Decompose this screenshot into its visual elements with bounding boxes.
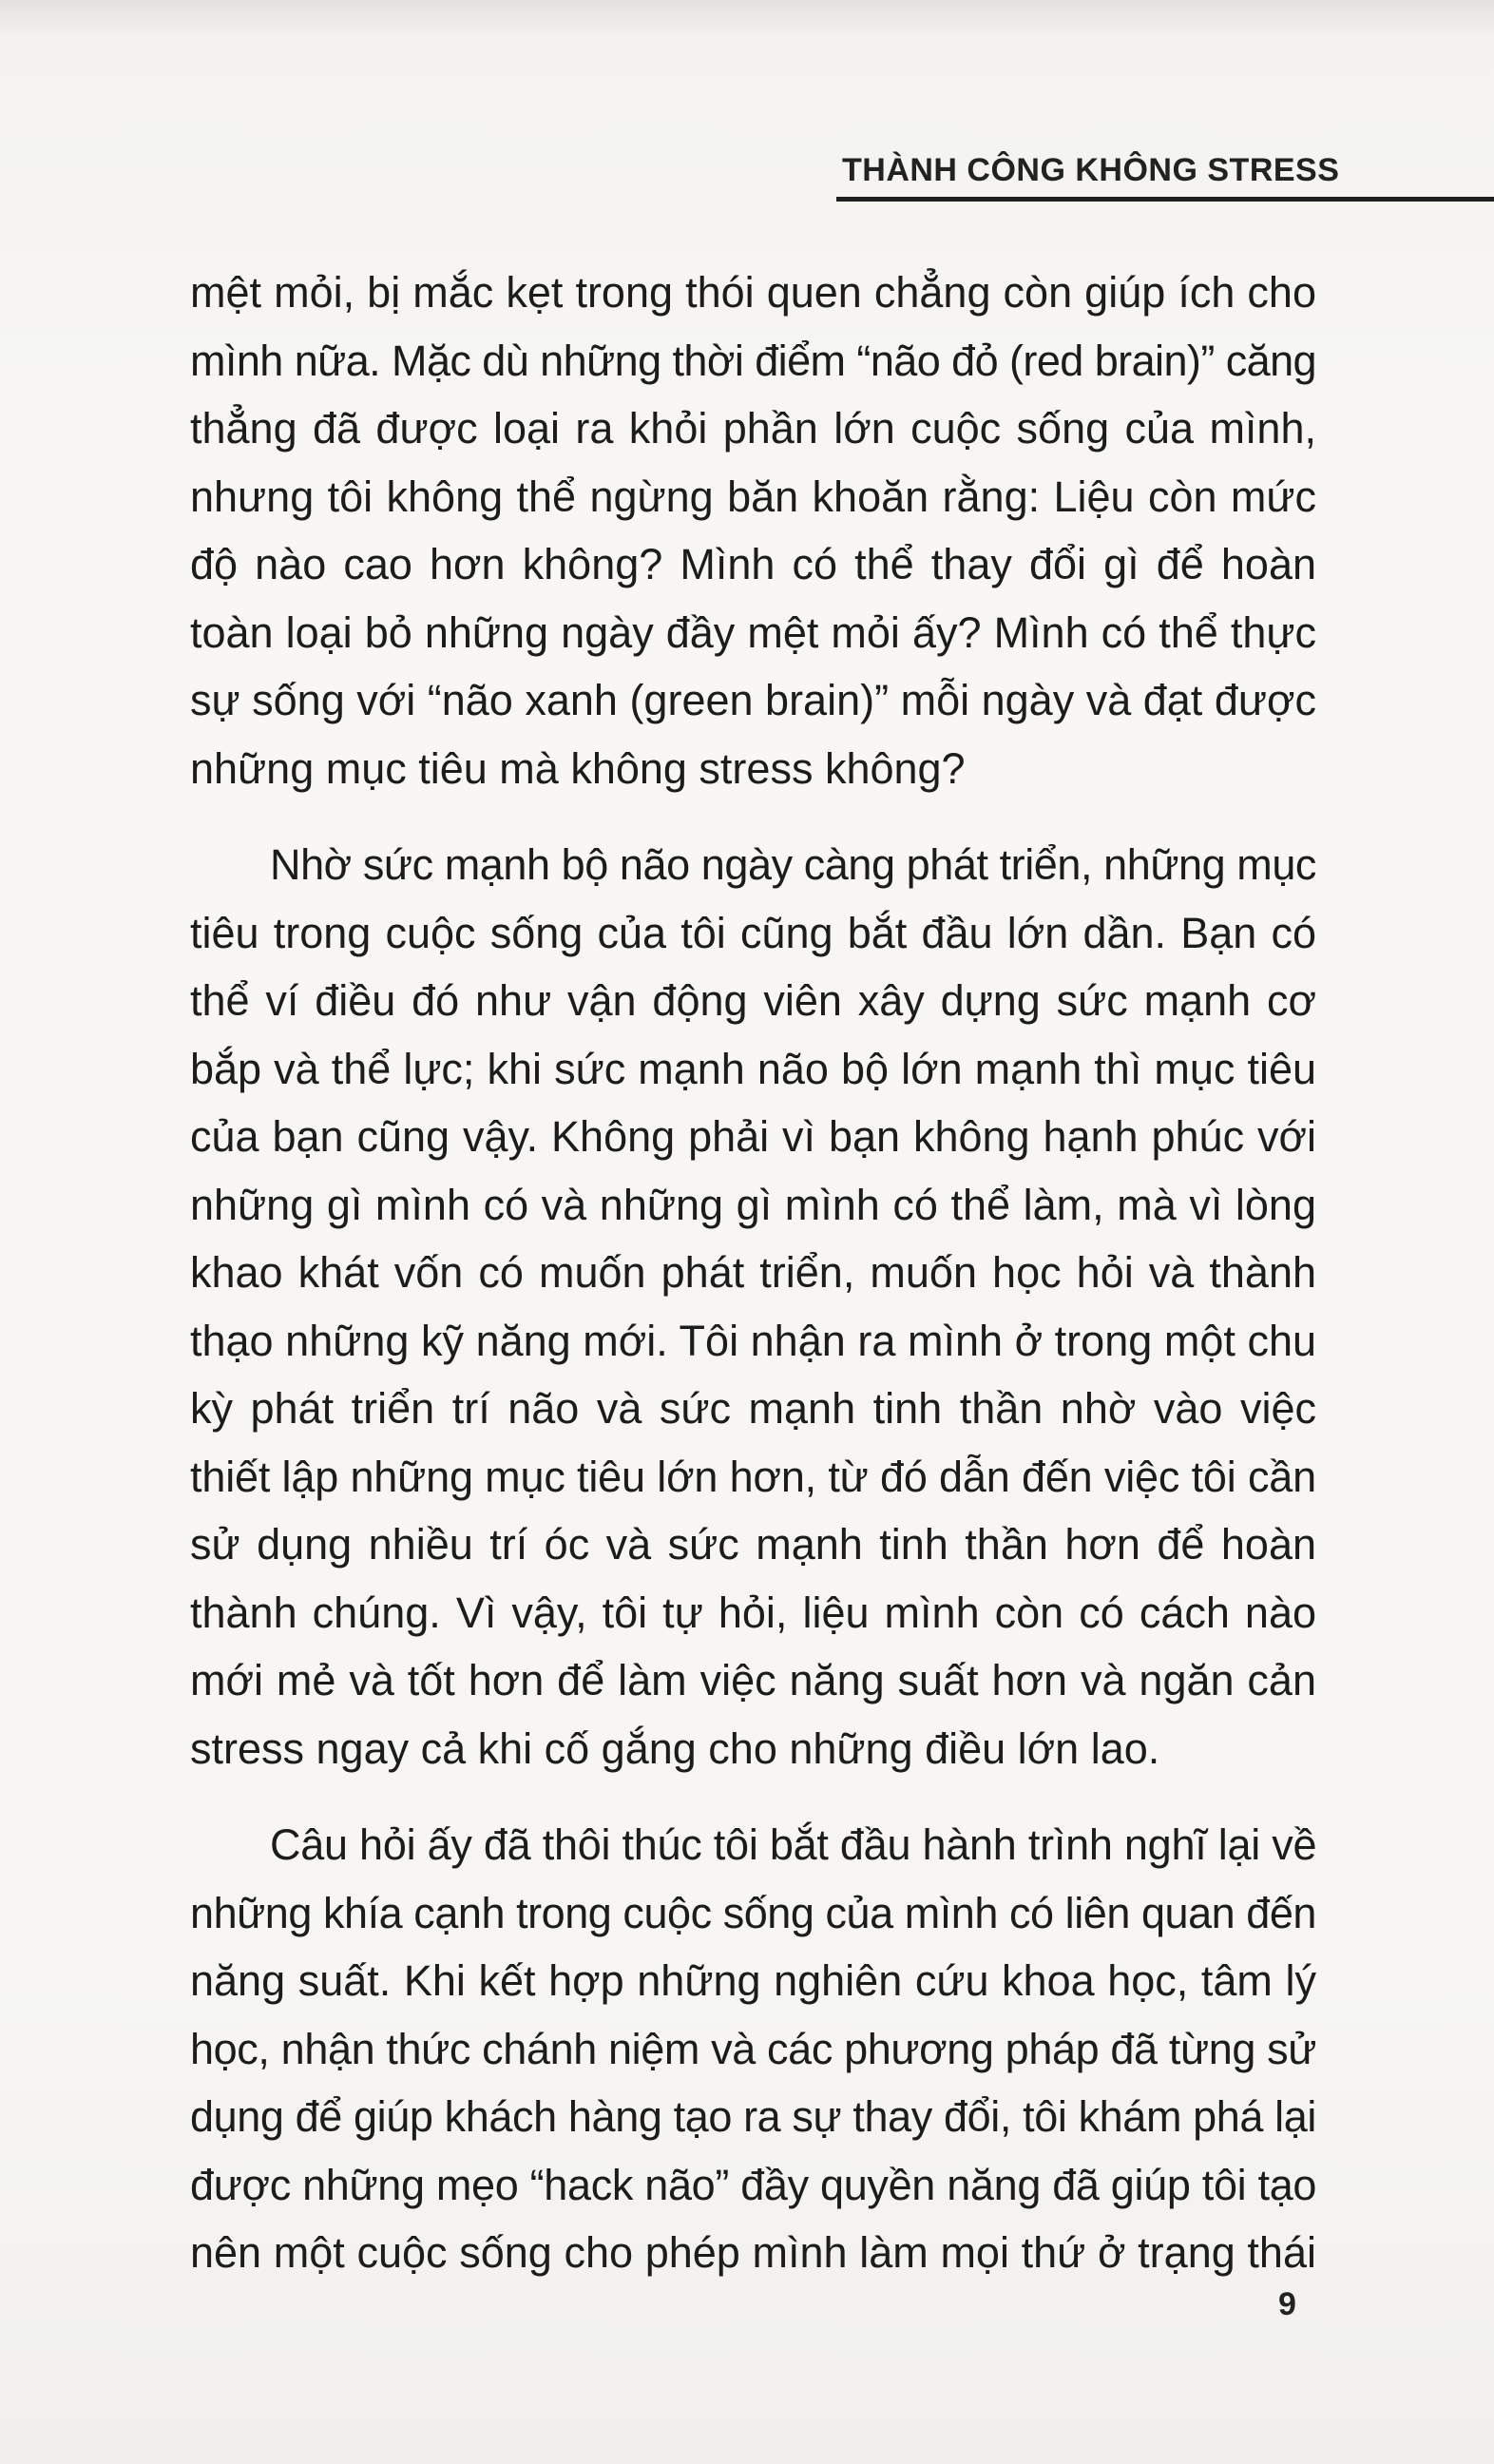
- text-line: những mục tiêu mà không stress không?: [190, 743, 966, 793]
- running-header-title: THÀNH CÔNG KHÔNG STRESS: [842, 152, 1340, 188]
- text-line: thạo những kỹ năng mới. Tôi nhận ra mình ở trong một chu: [190, 1316, 1316, 1365]
- text-line: Nhờ sức mạnh bộ não ngày càng phát triển, những mục: [270, 840, 1316, 889]
- text-line: bắp và thể lực; khi sức mạnh não bộ lớn mạnh thì mục tiêu: [190, 1044, 1316, 1093]
- text-line: thẳng đã được loại ra khỏi phần lớn cuộc sống của mình,: [190, 404, 1316, 452]
- text-line: mới mẻ và tốt hơn để làm việc năng suất hơn và ngăn cản: [190, 1656, 1316, 1704]
- text-line: những gì mình có và những gì mình có thể làm, mà vì lòng: [190, 1180, 1316, 1229]
- body-text: [190, 259, 1316, 2316]
- text-line: mình nữa. Mặc dù những thời điểm “não đỏ (red brain)” căng: [190, 336, 1316, 385]
- text-line: sự sống với “não xanh (green brain)” mỗi ngày và đạt được: [190, 676, 1316, 724]
- text-line: Câu hỏi ấy đã thôi thúc tôi bắt đầu hành trình nghĩ lại về: [270, 1820, 1317, 1869]
- text-line: độ nào cao hơn không? Mình có thể thay đổi gì để hoàn: [190, 540, 1316, 588]
- text-line: của bạn cũng vậy. Không phải vì bạn không hạnh phúc với: [190, 1112, 1316, 1161]
- text-line: những khía cạnh trong cuộc sống của mình có liên quan đến: [190, 1888, 1316, 1937]
- text-line: sử dụng nhiều trí óc và sức mạnh tinh thần hơn để hoàn: [190, 1520, 1316, 1569]
- text-line: thành chúng. Vì vậy, tôi tự hỏi, liệu mình còn có cách nào: [190, 1588, 1316, 1637]
- text-line: được những mẹo “hack não” đầy quyền năng đã giúp tôi tạo: [190, 2160, 1317, 2209]
- text-line: dụng để giúp khách hàng tạo ra sự thay đổi, tôi khám phá lại: [190, 2092, 1317, 2141]
- paragraph-3: [190, 1811, 1316, 2287]
- header-rule: [836, 197, 1494, 202]
- text-line: stress ngay cả khi cố gắng cho những điều lớn lao.: [190, 1723, 1160, 1773]
- text-line: năng suất. Khi kết hợp những nghiên cứu khoa học, tâm lý: [190, 1956, 1316, 2005]
- paragraph-2: [190, 831, 1316, 1782]
- page-top-shadow: [0, 0, 1494, 38]
- paragraph-1: [190, 259, 1316, 802]
- text-line: học, nhận thức chánh niệm và các phương pháp đã từng sử: [190, 2024, 1316, 2073]
- text-line: nên một cuộc sống cho phép mình làm mọi thứ ở trạng thái: [190, 2228, 1316, 2277]
- text-line: kỳ phát triển trí não và sức mạnh tinh thần nhờ vào việc: [190, 1384, 1316, 1433]
- page-number: 9: [1278, 2286, 1296, 2322]
- text-line: thiết lập những mục tiêu lớn hơn, từ đó dẫn đến việc tôi cần: [190, 1452, 1316, 1501]
- text-line: nhưng tôi không thể ngừng băn khoăn rằng: Liệu còn mức: [190, 472, 1316, 521]
- text-line: tiêu trong cuộc sống của tôi cũng bắt đầu lớn dần. Bạn có: [190, 908, 1316, 957]
- text-line: toàn loại bỏ những ngày đầy mệt mỏi ấy? Mình có thể thực: [190, 607, 1316, 657]
- text-line: khao khát vốn có muốn phát triển, muốn học hỏi và thành: [190, 1248, 1316, 1297]
- text-line: mệt mỏi, bị mắc kẹt trong thói quen chẳng còn giúp ích cho: [190, 268, 1316, 317]
- text-line: thể ví điều đó như vận động viên xây dựng sức mạnh cơ: [190, 976, 1316, 1025]
